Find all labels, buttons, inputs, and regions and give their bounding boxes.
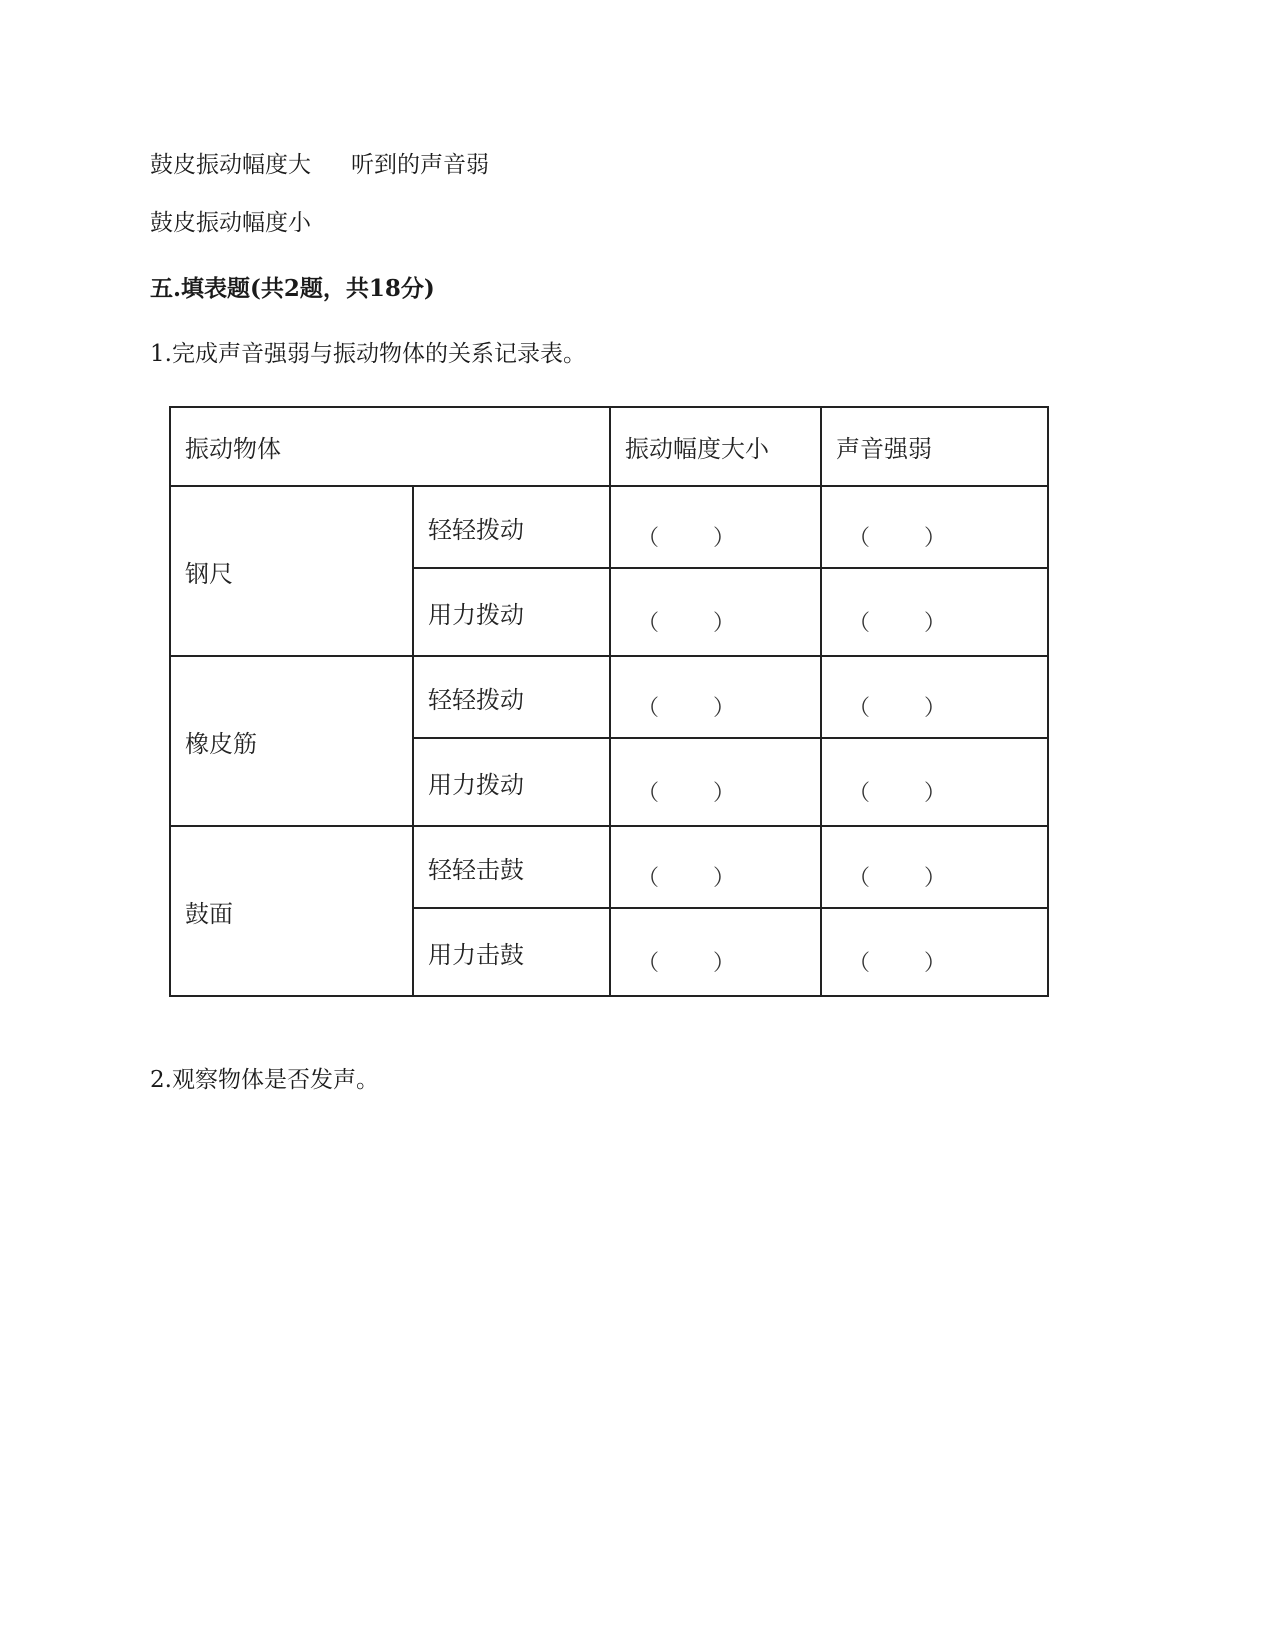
- sound-blank[interactable]: （ ）: [821, 568, 1048, 656]
- sound-blank[interactable]: （ ）: [821, 486, 1048, 568]
- amplitude-blank[interactable]: （ ）: [610, 908, 821, 996]
- matching-line-1: [150, 150, 489, 180]
- amplitude-blank[interactable]: （ ）: [610, 738, 821, 826]
- action-cell: 用力击鼓: [413, 908, 610, 996]
- matching-line-2: [150, 208, 311, 238]
- action-cell: 轻轻拨动: [413, 486, 610, 568]
- drum-large-text: 鼓皮振动幅度大: [150, 152, 311, 178]
- action-cell: 用力拨动: [413, 568, 610, 656]
- object-rubber-band: 橡皮筋: [170, 656, 413, 826]
- question-1: 1.完成声音强弱与振动物体的关系记录表。: [150, 341, 586, 367]
- sound-blank[interactable]: （ ）: [821, 656, 1048, 738]
- amplitude-blank[interactable]: （ ）: [610, 826, 821, 908]
- action-cell: 轻轻拨动: [413, 656, 610, 738]
- amplitude-blank[interactable]: （ ）: [610, 568, 821, 656]
- amplitude-blank[interactable]: （ ）: [610, 656, 821, 738]
- question-2: 2.观察物体是否发声。: [150, 1067, 379, 1093]
- header-sound: 声音强弱: [821, 407, 1048, 486]
- action-cell: 用力拨动: [413, 738, 610, 826]
- table-row: [170, 656, 1048, 738]
- section-title: 五.填表题(共2题，共18分): [150, 275, 435, 302]
- table-header-row: [170, 407, 1048, 486]
- object-drum-surface: 鼓面: [170, 826, 413, 996]
- record-table: [169, 406, 1049, 997]
- sound-blank[interactable]: （ ）: [821, 826, 1048, 908]
- sound-weak-text: 听到的声音弱: [351, 152, 489, 178]
- action-cell: 轻轻击鼓: [413, 826, 610, 908]
- amplitude-blank[interactable]: （ ）: [610, 486, 821, 568]
- header-amplitude: 振动幅度大小: [610, 407, 821, 486]
- header-object: 振动物体: [170, 407, 610, 486]
- drum-small-text: 鼓皮振动幅度小: [150, 210, 311, 236]
- object-steel-ruler: 钢尺: [170, 486, 413, 656]
- sound-blank[interactable]: （ ）: [821, 908, 1048, 996]
- table-row: [170, 486, 1048, 568]
- table-row: [170, 826, 1048, 908]
- sound-blank[interactable]: （ ）: [821, 738, 1048, 826]
